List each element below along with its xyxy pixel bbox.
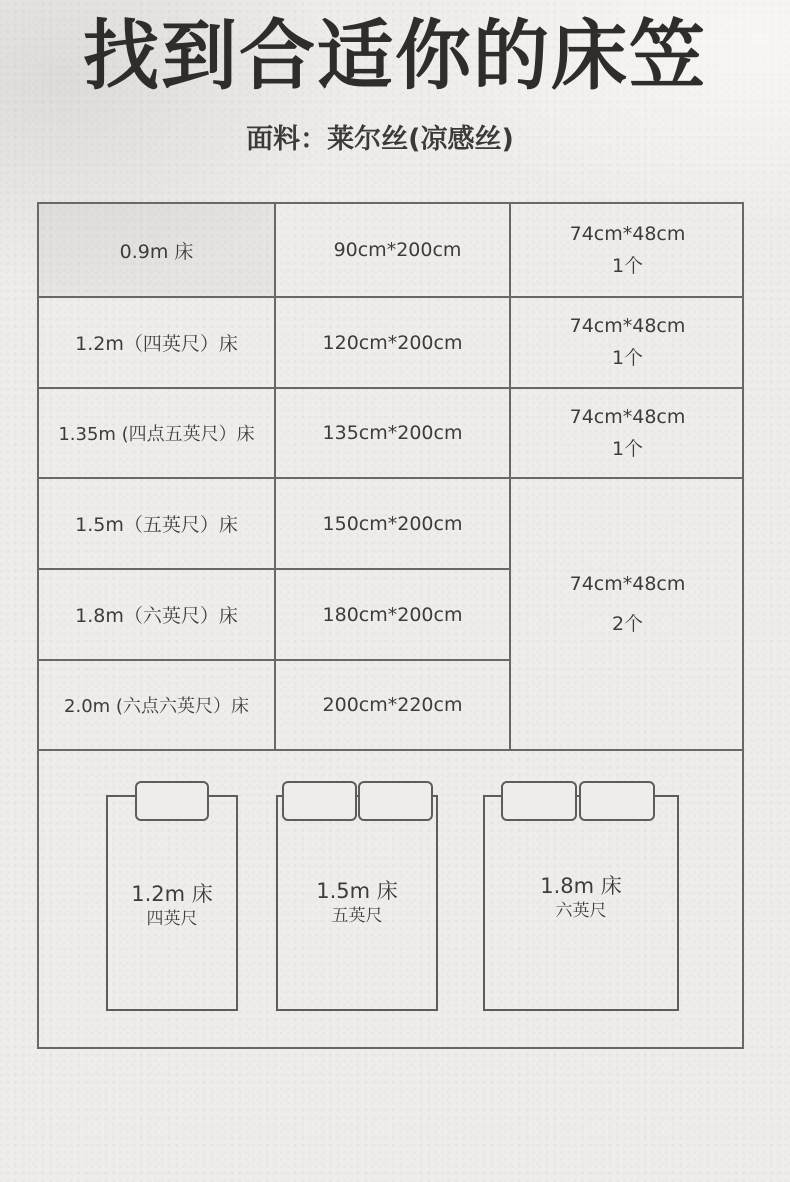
bed-size-cell (39, 389, 274, 477)
row-divider (39, 749, 744, 751)
bed-diagram-size: 1.5m 床 (316, 879, 398, 903)
pillow-count-text: 1个 (611, 254, 644, 277)
pillow-icon (358, 781, 433, 821)
bed-diagram-feet: 四英尺 (146, 909, 198, 929)
sheet-size-cell (276, 661, 509, 749)
bed-diagram-size: 1.2m 床 (131, 882, 213, 906)
page-title: 找到合适你的床笠 (83, 11, 707, 100)
bed-size-text: 1.5m（五英尺）床 (75, 514, 238, 536)
bed-diagram-label (276, 877, 438, 927)
sheet-size-text: 120cm*200cm (322, 331, 463, 354)
pillow-count-text: 1个 (611, 347, 644, 369)
size-table (37, 202, 744, 1049)
sheet-size-cell (276, 298, 509, 387)
bed-size-cell (39, 204, 274, 296)
bed-size-text: 1.35m (四点五英尺）床 (58, 424, 255, 445)
pillow-cell (511, 389, 744, 477)
bed-size-cell (39, 479, 274, 568)
bed-diagram-label (106, 880, 238, 930)
pillow-cell (511, 298, 744, 387)
pillow-size-text: 74cm*48cm (569, 405, 686, 428)
bed-diagram-feet: 五英尺 (331, 906, 383, 926)
bed-size-cell (39, 661, 274, 749)
fabric-subtitle: 面料：莱尔丝(凉感丝) (246, 124, 514, 155)
merged-pillow-cell (511, 479, 744, 749)
sheet-size-text: 135cm*200cm (322, 422, 463, 444)
bed-size-text: 1.8m（六英尺）床 (75, 605, 238, 627)
bed-size-text: 2.0m (六点六英尺）床 (64, 696, 249, 717)
bed-size-cell (39, 298, 274, 387)
pillow-icon (282, 781, 357, 821)
pillow-icon (579, 781, 655, 821)
pillow-size-text: 74cm*48cm (569, 315, 686, 337)
sheet-size-cell (276, 204, 509, 296)
pillow-count-text: 2个 (611, 612, 644, 635)
pillow-size-text: 74cm*48cm (569, 222, 686, 245)
sheet-size-cell (276, 389, 509, 477)
sheet-size-text: 200cm*220cm (322, 694, 463, 716)
bed-diagram-label (483, 872, 679, 922)
sheet-size-text: 150cm*200cm (322, 512, 463, 535)
pillow-size-text: 74cm*48cm (569, 572, 686, 595)
bed-diagram-feet: 六英尺 (555, 901, 607, 921)
pillow-icon (135, 781, 209, 821)
sheet-size-cell (276, 479, 509, 568)
sheet-size-text: 180cm*200cm (322, 603, 463, 626)
bed-size-text: 0.9m 床 (119, 240, 194, 263)
bed-diagram-size: 1.8m 床 (540, 874, 622, 898)
pillow-count-text: 1个 (611, 437, 644, 460)
sheet-size-text: 90cm*200cm (333, 239, 462, 261)
pillow-icon (501, 781, 577, 821)
pillow-cell (511, 204, 744, 296)
sheet-size-cell (276, 570, 509, 659)
bed-size-cell (39, 570, 274, 659)
bed-size-text: 1.2m（四英尺）床 (75, 333, 238, 355)
